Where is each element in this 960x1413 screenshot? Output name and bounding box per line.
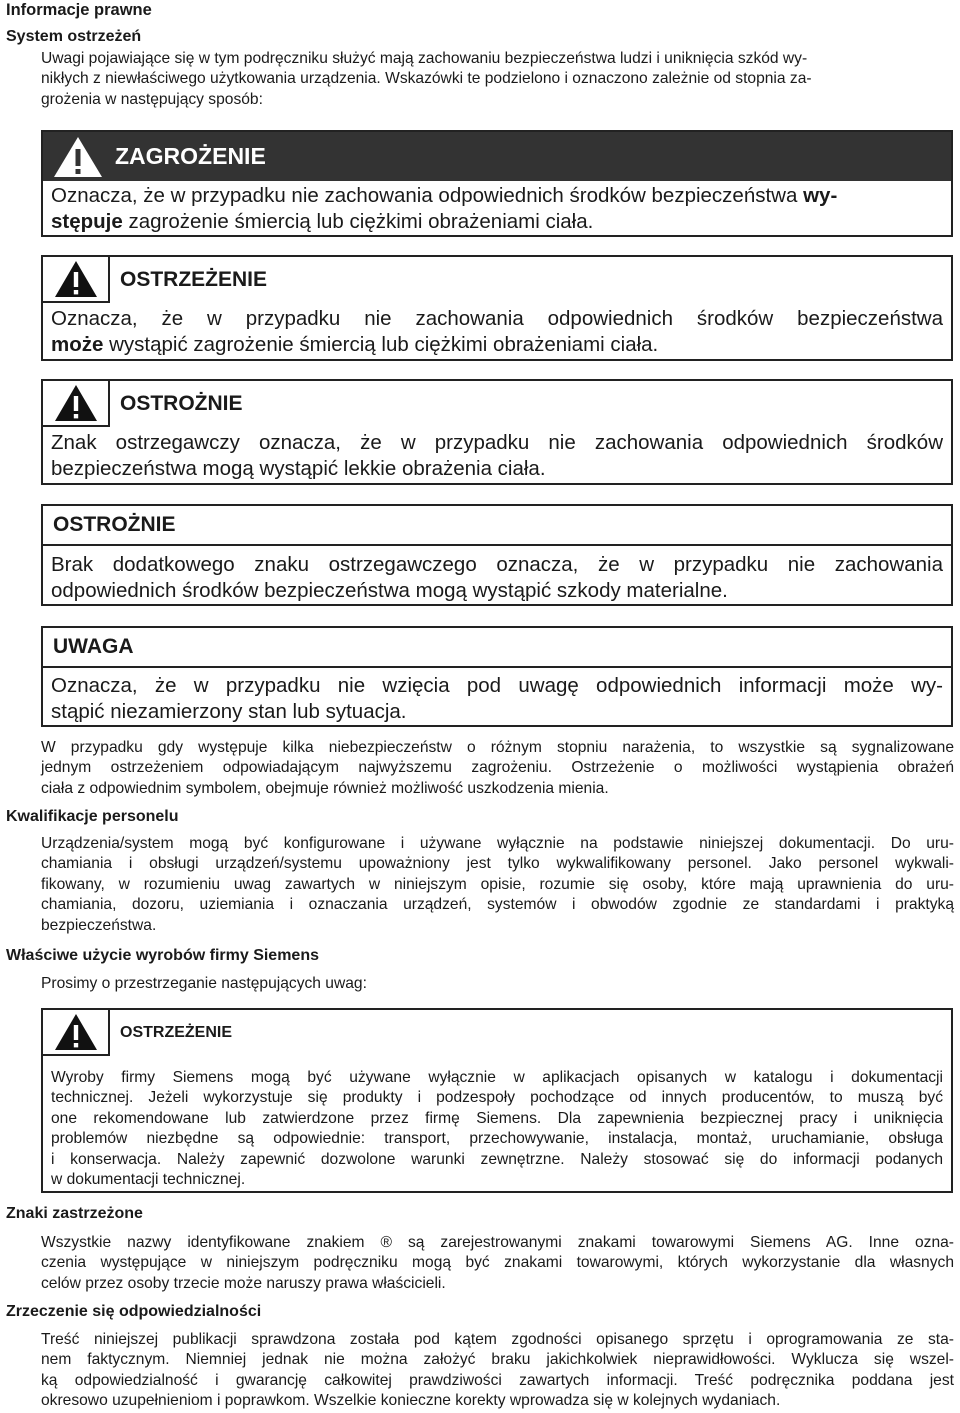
heading-warnings-system: System ostrzeżeń xyxy=(6,28,142,45)
caution-plain-title: OSTROŻNIE xyxy=(53,513,176,536)
caution-plain-notice xyxy=(41,504,953,606)
warning-line: może wystąpić zagrożenie śmiercią lub ciężkimi obrażeniami ciała. xyxy=(51,333,659,356)
proper-use-line: i konserwacja. Należy zapewnić dozwolone warunki zewnętrzne. Należy stosować się do informacji podanych xyxy=(51,1150,943,1168)
trademarks-line: Wszystkie nazwy identyfikowane znakiem ® są zarejestrowanymi znakami towarowymi Siemens AG. Inne ozna- xyxy=(41,1234,954,1251)
trademarks-line: czenia występujące w niniejszym podręczniku mogą być znakami towarowymi, których wykorzystanie dla własnych xyxy=(41,1254,954,1272)
intro-line: Uwagi pojawiające się w tym podręczniku służyć mają zachowaniu bezpieczeństwa ludzi i uniknięcia szkód wy- xyxy=(41,50,808,67)
disclaimer-line: ką odpowiedzialność i gwarancję całkowitej prawdziwości zawartych informacji. Treść podręcznika poddana jest xyxy=(41,1371,954,1389)
warning-body xyxy=(43,303,951,358)
notice-body xyxy=(43,668,951,725)
qualification-line: chamiania i obsługi urządzeń/systemu upoważniony jest tylko wykwalifikowany personel. Jako personel wykwali- xyxy=(41,855,954,873)
disclaimer-line: okresowo uzupełnieniom i poprawkom. Wszelkie konieczne korekty wprowadza się w kolejnych wydaniach. xyxy=(41,1392,781,1410)
caution-header xyxy=(43,381,951,427)
qualification-line: chamiania, dozoru, uziemiania i oznaczania urządzeń, systemów i obwodów zgodnie ze standardami i praktyką xyxy=(41,896,954,914)
proper-use-line: w dokumentacji technicznej. xyxy=(51,1171,246,1189)
multi-hazard-paragraph xyxy=(0,738,960,799)
disclaimer-paragraph xyxy=(0,1330,960,1412)
notice-title: UWAGA xyxy=(53,635,134,658)
proper-use-line: technicznej. Jeżeli wykorzystuje się produkty i podzespoły pochodzące od innych producentów, to muszą być xyxy=(51,1089,943,1107)
caution-line: bezpieczeństwa mogą wystąpić lekkie obrażenia ciała. xyxy=(51,457,546,480)
warning-triangle-icon xyxy=(43,1010,110,1056)
danger-line: stępuje zagrożenie śmiercią lub ciężkimi obrażeniami ciała. xyxy=(51,210,594,233)
trademarks-line: celów przez osoby trzecie może naruszy prawa właścicieli. xyxy=(41,1274,446,1292)
danger-header-bar xyxy=(43,132,951,181)
danger-title: ZAGROŻENIE xyxy=(115,143,266,169)
warning-line: Oznacza, że w przypadku nie zachowania odpowiednich środków bezpieczeństwa xyxy=(51,307,943,330)
caution-plain-body xyxy=(43,546,951,604)
proper-use-line: Wyroby firmy Siemens mogą być używane wyłącznie w aplikacjach opisanych w katalogu i dokumentacji xyxy=(51,1069,943,1086)
multi-line: jednym ostrzeżeniem odpowiadającym najwyższemu zagrożeniu. Ostrzeżenie o możliwości wystąpienia obrażeń xyxy=(41,759,954,777)
proper-use-warning-header xyxy=(43,1010,951,1056)
danger-body xyxy=(43,181,951,235)
caution-plain-line: odpowiednich środków bezpieczeństwa mogą wystąpić szkody materialne. xyxy=(51,579,728,602)
warning-header xyxy=(43,257,951,303)
heading-trademarks: Znaki zastrzeżone xyxy=(6,1205,143,1222)
heading-disclaimer: Zrzeczenie się odpowiedzialności xyxy=(6,1303,262,1320)
proper-use-intro: Prosimy o przestrzeganie następujących uwag: xyxy=(41,975,367,992)
heading-legal: Informacje prawne xyxy=(6,1,152,19)
intro-line: grożenia w następujący sposób: xyxy=(41,90,263,108)
qualification-line: Urządzenia/system mogą być konfigurowane i używane wyłącznie na podstawie niniejszej dokumentacji. Do uru- xyxy=(41,835,954,852)
caution-symbol-notice xyxy=(41,379,953,485)
notice-line: Oznacza, że w przypadku nie wzięcia pod uwagę odpowiednich informacji może wy- xyxy=(51,674,943,697)
proper-use-line: one rekomendowane lub zatwierdzone przez firmę Siemens. Dla zapewnienia bezpiecznej pracy i uniknięcia xyxy=(51,1109,943,1127)
caution-plain-line: Brak dodatkowego znaku ostrzegawczego oznacza, że w przypadku nie zachowania xyxy=(51,553,943,576)
heading-qualification: Kwalifikacje personelu xyxy=(6,808,179,825)
qualification-line: fikowany, w rozumieniu uwag zawartych w niniejszym opisie, rozumie się osoby, które mają uprawnienia do uru- xyxy=(41,875,954,893)
warning-triangle-icon xyxy=(43,381,110,427)
danger-notice xyxy=(41,130,953,237)
caution-title: OSTROŻNIE xyxy=(120,392,243,415)
disclaimer-line: Treść niniejszej publikacji sprawdzona została pod kątem zgodności opisanego sprzętu i oprogramowania ze sta- xyxy=(41,1331,954,1348)
caution-body xyxy=(43,427,951,482)
multi-line: W przypadku gdy występuje kilka niebezpieczeństw o różnym stopniu narażenia, to wszystkie są sygnalizowane xyxy=(41,739,954,756)
qualification-paragraph xyxy=(0,834,960,936)
caution-line: Znak ostrzegawczy oznacza, że w przypadku nie zachowania odpowiednich środków xyxy=(51,431,943,454)
notice-box xyxy=(41,626,953,727)
proper-use-warning-body xyxy=(43,1056,951,1190)
proper-use-warning-title: OSTRZEŻENIE xyxy=(120,1024,233,1041)
heading-proper-use: Właściwe użycie wyrobów firmy Siemens xyxy=(6,947,319,964)
warning-notice xyxy=(41,255,953,361)
proper-use-warning xyxy=(41,1008,953,1193)
intro-paragraph xyxy=(0,49,960,110)
notice-line: stąpić niezamierzony stan lub sytuacja. xyxy=(51,700,407,723)
trademarks-paragraph xyxy=(0,1233,960,1294)
disclaimer-line: nem faktycznym. Niemniej jednak nie można założyć braku jakichkolwiek nieprawidłowości. Wyklucza się wszel- xyxy=(41,1351,954,1369)
warning-title: OSTRZEŻENIE xyxy=(120,268,268,291)
caution-plain-header xyxy=(43,506,951,546)
intro-line: nikłych z niewłaściwego użytkowania urządzenia. Wskazówki te podzielono i oznaczono zależnie od stopnia za- xyxy=(41,70,812,88)
warning-triangle-icon xyxy=(43,135,113,179)
multi-line: ciała z odpowiednim symbolem, obejmuje również możliwość uszkodzenia mienia. xyxy=(41,779,609,797)
notice-header xyxy=(43,628,951,668)
warning-triangle-icon xyxy=(43,257,110,303)
proper-use-line: problemów niezbędne są odpowiednie: transport, przechowywanie, instalacja, montaż, uruchamianie, obsługa xyxy=(51,1130,943,1148)
qualification-line: bezpieczeństwa. xyxy=(41,916,157,934)
danger-line: Oznacza, że w przypadku nie zachowania odpowiednich środków bezpieczeństwa wy- xyxy=(51,184,838,207)
